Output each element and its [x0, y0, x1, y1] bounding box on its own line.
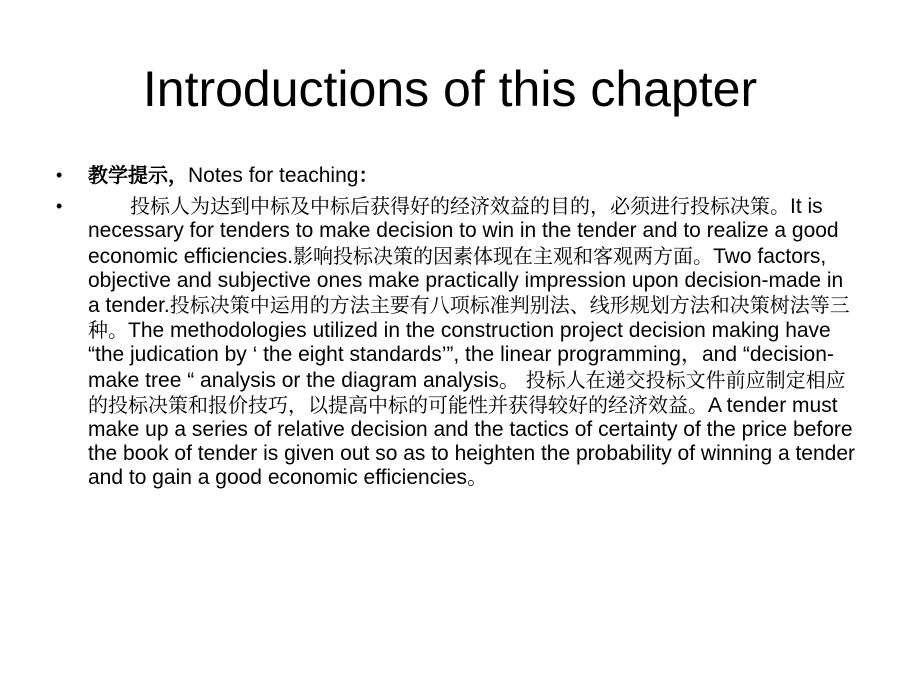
sentence-2-en: Two factors, objective and subjective ones make practically impression upon decision-made in a tender.	[88, 244, 844, 318]
bullet-marker: •	[56, 165, 63, 185]
sentence-3-cn: 投标决策中运用的方法主要有八项标准判别法、线形规划方法和决策树法等三种。	[88, 293, 850, 343]
sentence-2-cn: 影响投标决策的因素体现在主观和客观两方面。	[293, 243, 714, 268]
notes-label-en: Notes for teaching	[188, 164, 359, 187]
bullet-item-notes	[56, 163, 856, 188]
bullet-marker: •	[56, 196, 63, 217]
notes-label-colon: ：	[358, 163, 379, 187]
sentence-4-cn: 投标人在递交投标文件前应制定相应的投标决策和报价技巧，以提高中标的可能性并获得较好的经济效益。	[88, 367, 846, 417]
bullet-item-body	[56, 194, 856, 490]
sentence-3-en: The methodologies utilized in the construction project decision making have “the judication by ‘ the eight standards’”, the linear programming，and “decision-make tree “ analysis or the diagram analysis。	[88, 319, 834, 392]
notes-label-cn: 教学提示，	[88, 163, 188, 187]
sentence-4-en: A tender must make up a series of relative decision and the tactics of certainty of the price before the book of tender is given out so as to heighten the probability of winning a tender and to gain a good economic efficiencies。	[88, 393, 856, 490]
sentence-1-cn: 投标人为达到中标及中标后获得好的经济效益的目的，必须进行投标决策。	[130, 194, 790, 219]
sentence-1-en: It is necessary for tenders to make decision to win in the tender and to realize a good economic efficiencies.	[88, 195, 839, 268]
slide-title: Introductions of this chapter	[142, 61, 758, 117]
bullet-list	[56, 163, 856, 491]
